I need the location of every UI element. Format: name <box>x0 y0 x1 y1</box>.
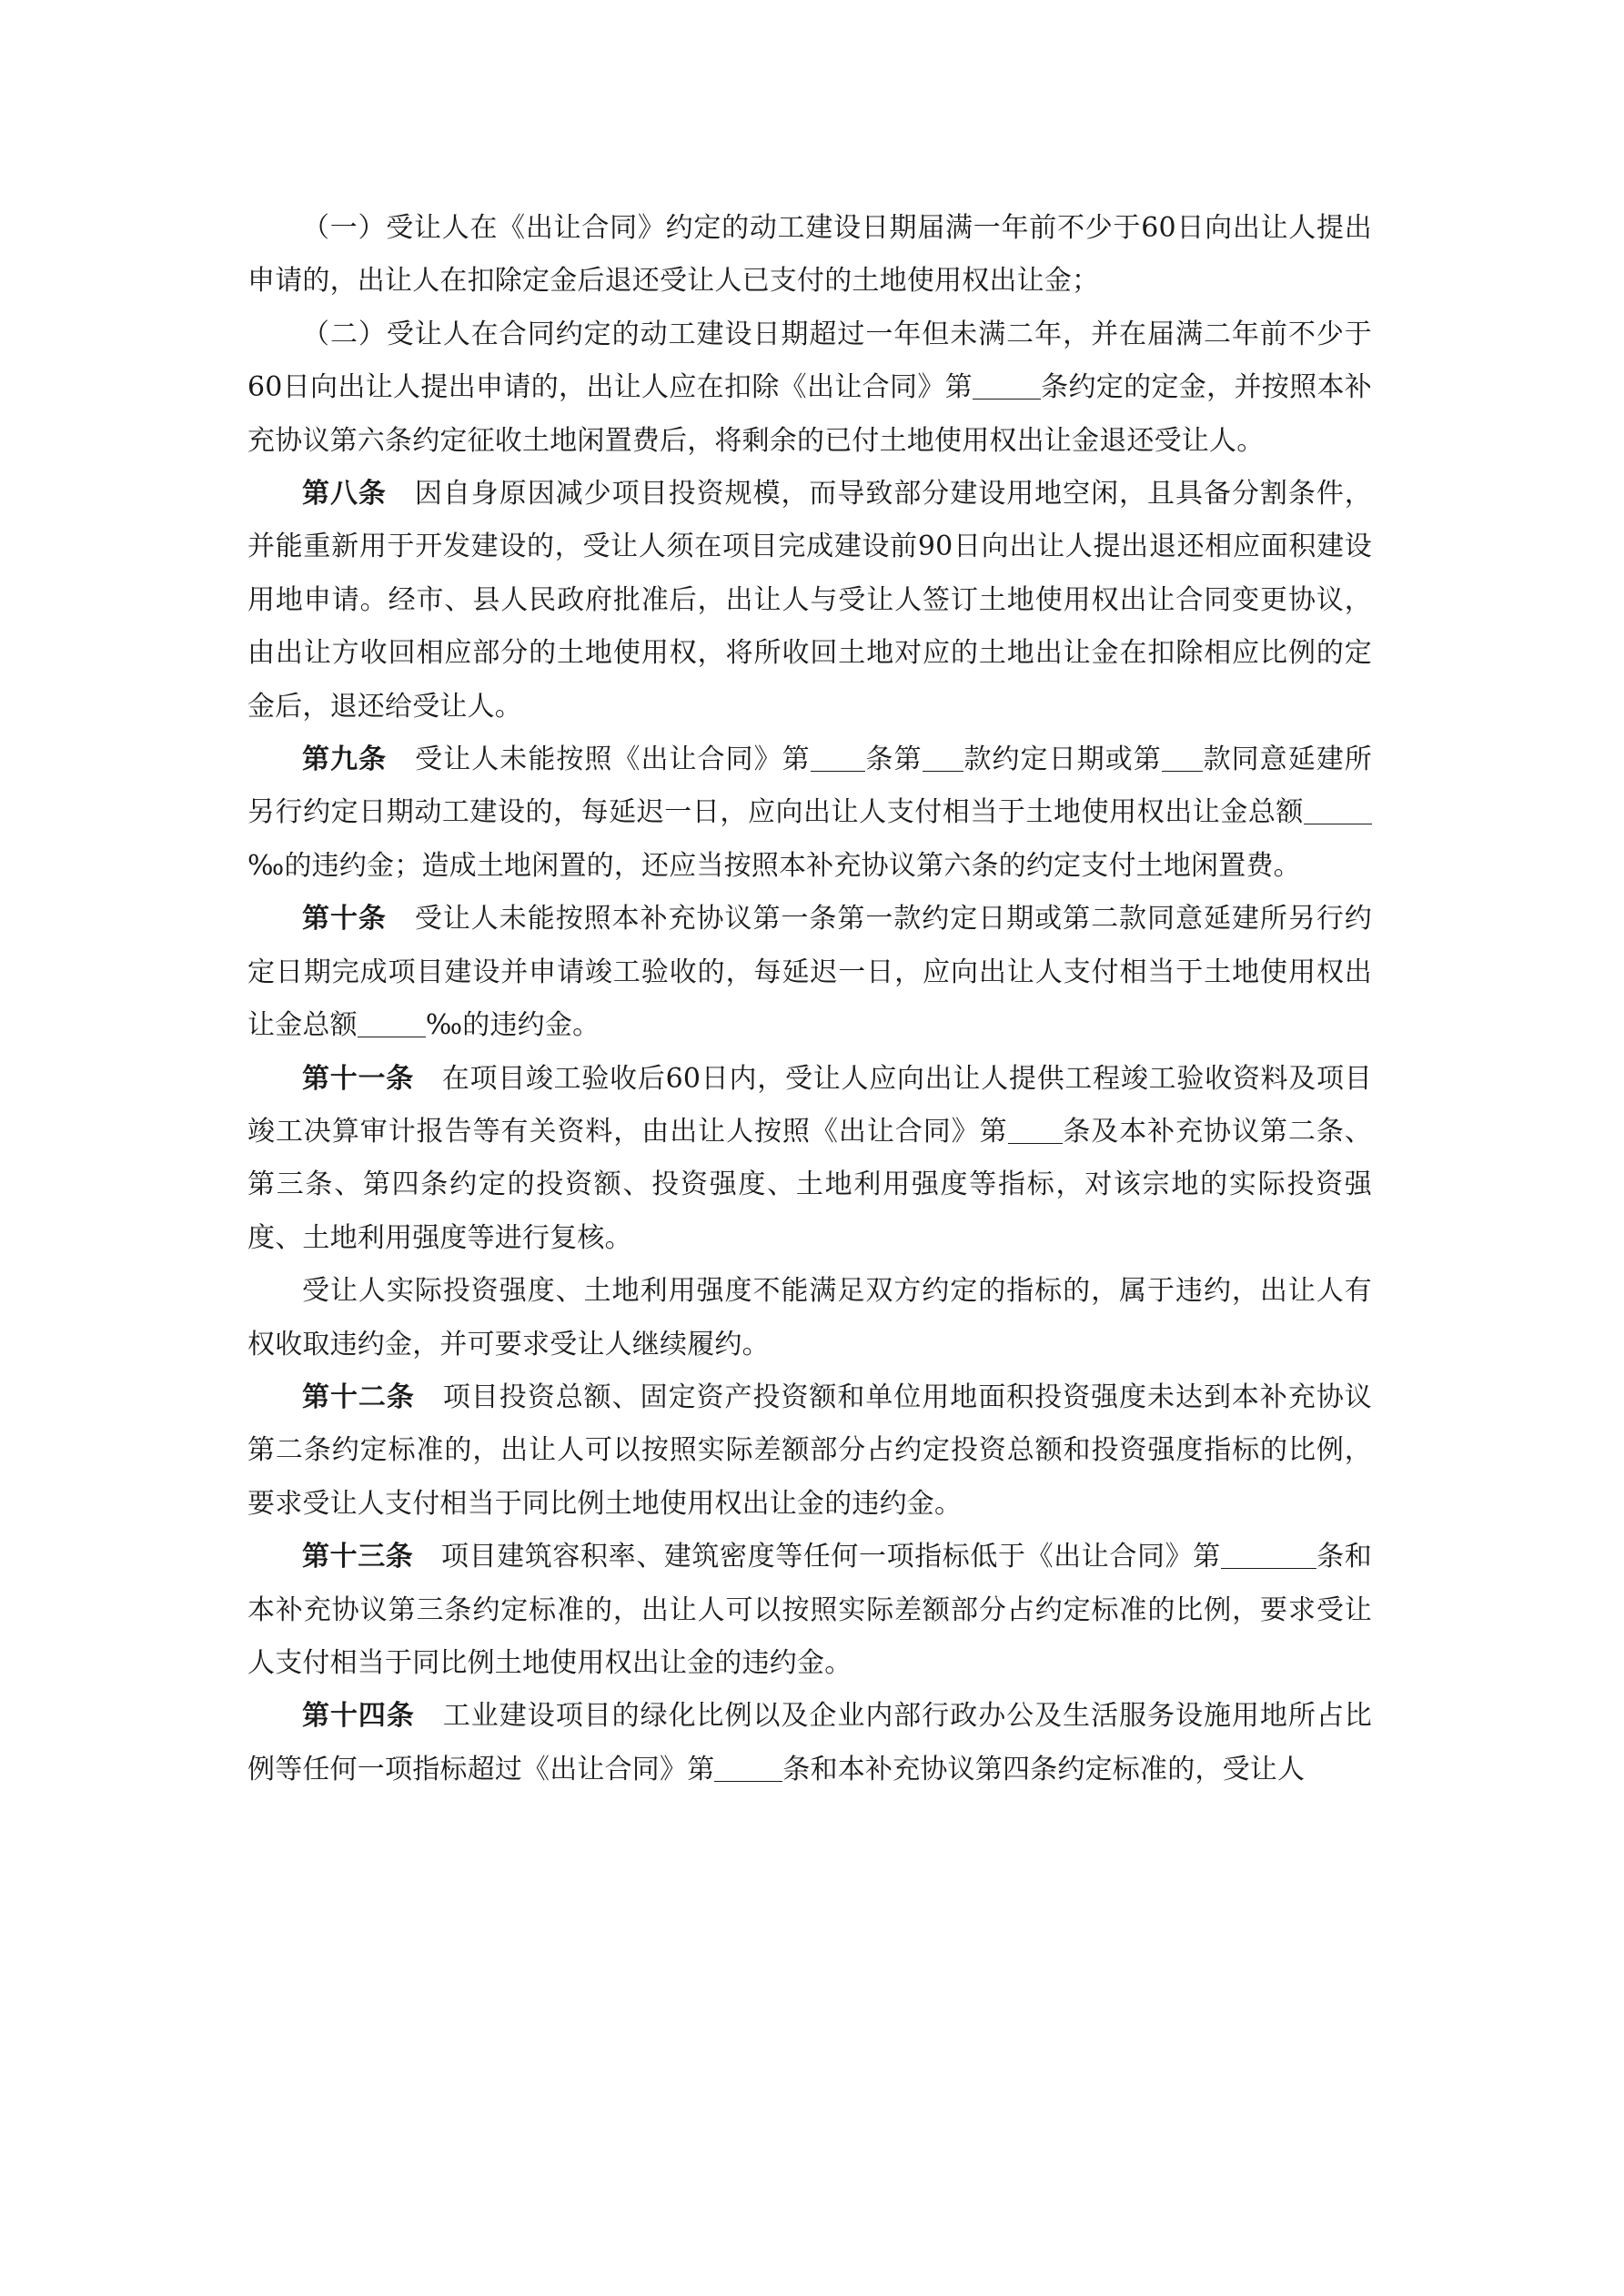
paragraph-text: 款同意延建所另行约定日期动工建设的，每延迟一日，应向出让人支付相当于土地使用权出让金总额 <box>247 743 1373 829</box>
fill-in-blank <box>1008 1142 1063 1144</box>
paragraph-p4 <box>247 733 1372 893</box>
paragraph-text: ‰的违约金。 <box>425 1009 600 1042</box>
paragraph-p3 <box>247 468 1372 733</box>
fill-in-blank <box>811 770 865 772</box>
article-heading: 第十四条 <box>302 1700 415 1733</box>
fill-in-blank <box>1304 823 1372 824</box>
paragraph-text: 条和本补充协议第三条约定标准的，出让人可以按照实际差额部分占约定标准的比例，要求受让人支付相当于同比例土地使用权出让金的违约金。 <box>247 1541 1372 1679</box>
fill-in-blank <box>1162 770 1203 772</box>
paragraph-text: 在项目竣工验收后60日内，受让人应向出让人提供工程竣工验收资料及项目竣工决算审计报告等有关资料，由出让人按照《出让合同》第 <box>247 1062 1372 1148</box>
paragraph-text: 受让人未能按照《出让合同》第 <box>387 743 811 776</box>
paragraph-text: 条第 <box>864 743 923 776</box>
article-heading: 第八条 <box>302 478 387 511</box>
paragraph-text: 因自身原因减少项目投资规模，而导致部分建设用地空闲，且具备分割条件，并能重新用于开发建设的，受让人须在项目完成建设前90日向出让人提出退还相应面积建设用地申请。经市、县人民政府批准后，出让人与受让人签订土地使用权出让合同变更协议，由出让方收回相应部分的土地使用权，将所收回土地对应的土地出让金在扣除相应比例的定金后，退还给受让人。 <box>247 478 1372 723</box>
paragraph-p1 <box>247 202 1372 308</box>
paragraph-p2 <box>247 308 1372 468</box>
paragraph-p6 <box>247 1053 1372 1266</box>
paragraph-text: 受让人未能按照本补充协议第一条第一款约定日期或第二款同意延建所另行约定日期完成项目建设并申请竣工验收的，每延迟一日，应向出让人支付相当于土地使用权出让金总额 <box>247 903 1372 1042</box>
article-heading: 第十三条 <box>302 1541 414 1573</box>
paragraph-text: 受让人实际投资强度、土地利用强度不能满足双方约定的指标的，属于违约，出让人有权收取违约金，并可要求受让人继续履约。 <box>247 1275 1372 1360</box>
article-heading: 第十二条 <box>302 1381 415 1413</box>
article-heading: 第十条 <box>302 903 387 936</box>
paragraph-text: （一）受让人在《出让合同》约定的动工建设日期届满一年前不少于60日向出让人提出申请的，出让人在扣除定金后退还受让人已支付的土地使用权出让金； <box>247 212 1372 298</box>
paragraph-text: 条约定的定金，并按照本补充协议第六条约定征收土地闲置费后，将剩余的已付土地使用权出让金退还受让人。 <box>247 371 1372 457</box>
paragraph-text: （二）受让人在合同约定的动工建设日期超过一年但未满二年，并在届满二年前不少于60日向出让人提出申请的，出让人应在扣除《出让合同》第 <box>247 318 1372 404</box>
article-heading: 第十一条 <box>302 1062 414 1095</box>
paragraph-text: 款约定日期或第 <box>963 743 1162 776</box>
fill-in-blank <box>714 1780 782 1782</box>
paragraph-text: 项目投资总额、固定资产投资额和单位用地面积投资强度未达到本补充协议第二条约定标准的，出让人可以按照实际差额部分占约定投资总额和投资强度指标的比例，要求受让人支付相当于同比例土地使用权出让金的违约金。 <box>247 1381 1372 1520</box>
paragraph-text: ‰的违约金；造成土地闲置的，还应当按照本补充协议第六条的约定支付土地闲置费。 <box>247 849 1301 882</box>
paragraph-text: 工业建设项目的绿化比例以及企业内部行政办公及生活服务设施用地所占比例等任何一项指标超过《出让合同》第 <box>247 1700 1372 1785</box>
paragraph-text: 条和本补充协议第四条约定标准的，受让人 <box>782 1753 1306 1785</box>
fill-in-blank <box>973 398 1041 400</box>
fill-in-blank <box>358 1036 426 1037</box>
paragraph-p8 <box>247 1371 1372 1531</box>
paragraph-p5 <box>247 893 1372 1052</box>
fill-in-blank <box>1221 1567 1316 1569</box>
paragraph-p9 <box>247 1531 1372 1690</box>
article-heading: 第九条 <box>302 743 388 776</box>
paragraph-text: 条及本补充协议第二条、第三条、第四条约定的投资额、投资强度、土地利用强度等指标，对该宗地的实际投资强度、土地利用强度等进行复核。 <box>247 1115 1372 1254</box>
document-body <box>247 202 1372 1796</box>
paragraph-p7 <box>247 1265 1372 1371</box>
paragraph-text: 项目建筑容积率、建筑密度等任何一项指标低于《出让合同》第 <box>413 1541 1221 1573</box>
paragraph-p10 <box>247 1690 1372 1796</box>
fill-in-blank <box>923 770 963 772</box>
